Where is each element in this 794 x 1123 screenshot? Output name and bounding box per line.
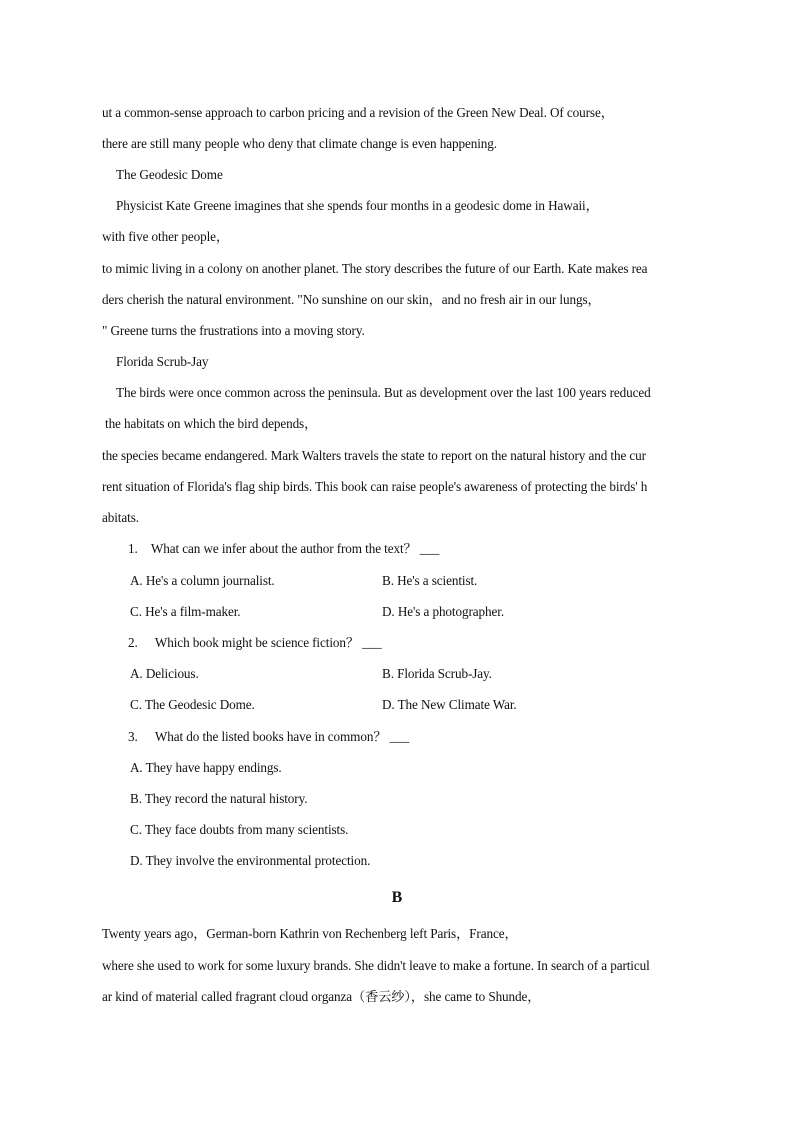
option-b: B. They record the natural history. (130, 791, 308, 806)
question-number: 2. (128, 635, 138, 650)
passage-line: there are still many people who deny that climate change is even happening. (102, 136, 497, 151)
option-a: A. They have happy endings. (130, 760, 282, 775)
option-a: A. He's a column journalist. (130, 573, 275, 588)
question-text: What can we infer about the author from the text？ ___ (150, 541, 440, 556)
book-title-florida-scrub-jay: Florida Scrub-Jay (116, 354, 209, 369)
passage-line: Physicist Kate Greene imagines that she spends four months in a geodesic dome in Hawaii， (116, 198, 599, 213)
question-text: Which book might be science fiction？ ___ (154, 635, 382, 650)
option-b: B. He's a scientist. (382, 573, 478, 588)
option-c: C. The Geodesic Dome. (130, 697, 255, 712)
option-c: C. They face doubts from many scientists. (130, 822, 349, 837)
question-number: 1. (128, 541, 138, 556)
passage-line: the species became endangered. Mark Walters travels the state to report on the natural history and the cur (102, 448, 646, 463)
passage-line: ders cherish the natural environment. "No sunshine on our skin，and no fresh air in our lungs， (102, 292, 601, 307)
passage-line: the habitats on which the bird depends， (105, 416, 318, 431)
passage-line: ut a common-sense approach to carbon pricing and a revision of the Green New Deal. Of course， (102, 105, 614, 120)
question-3 (128, 729, 409, 745)
question-1 (128, 541, 439, 557)
passage-line: " Greene turns the frustrations into a moving story. (102, 323, 365, 338)
book-title-geodesic-dome: The Geodesic Dome (116, 167, 223, 182)
passage-line: rent situation of Florida's flag ship birds. This book can raise people's awareness of protecting the birds' h (102, 479, 648, 494)
option-c: C. He's a film-maker. (130, 604, 241, 619)
question-2 (128, 635, 382, 651)
option-d: D. The New Climate War. (382, 697, 517, 712)
passage-line: abitats. (102, 510, 139, 525)
passage-line: The birds were once common across the peninsula. But as development over the last 100 years reduced (116, 385, 651, 400)
passage-line: where she used to work for some luxury brands. She didn't leave to make a fortune. In search of a particul (102, 958, 650, 973)
passage-line: with five other people， (102, 229, 229, 244)
question-number: 3. (128, 729, 138, 744)
option-a: A. Delicious. (130, 666, 199, 681)
passage-line: Twenty years ago，German-born Kathrin von Rechenberg left Paris，France， (102, 926, 518, 941)
passage-line: to mimic living in a colony on another planet. The story describes the future of our Earth. Kate makes rea (102, 261, 648, 276)
section-heading: B (391, 889, 403, 906)
passage-line: ar kind of material called fragrant cloud organza（香云纱），she came to Shunde， (102, 989, 541, 1004)
option-d: D. They involve the environmental protection. (130, 853, 371, 868)
option-b: B. Florida Scrub-Jay. (382, 666, 492, 681)
option-d: D. He's a photographer. (382, 604, 505, 619)
question-text: What do the listed books have in common？ ___ (154, 729, 410, 744)
